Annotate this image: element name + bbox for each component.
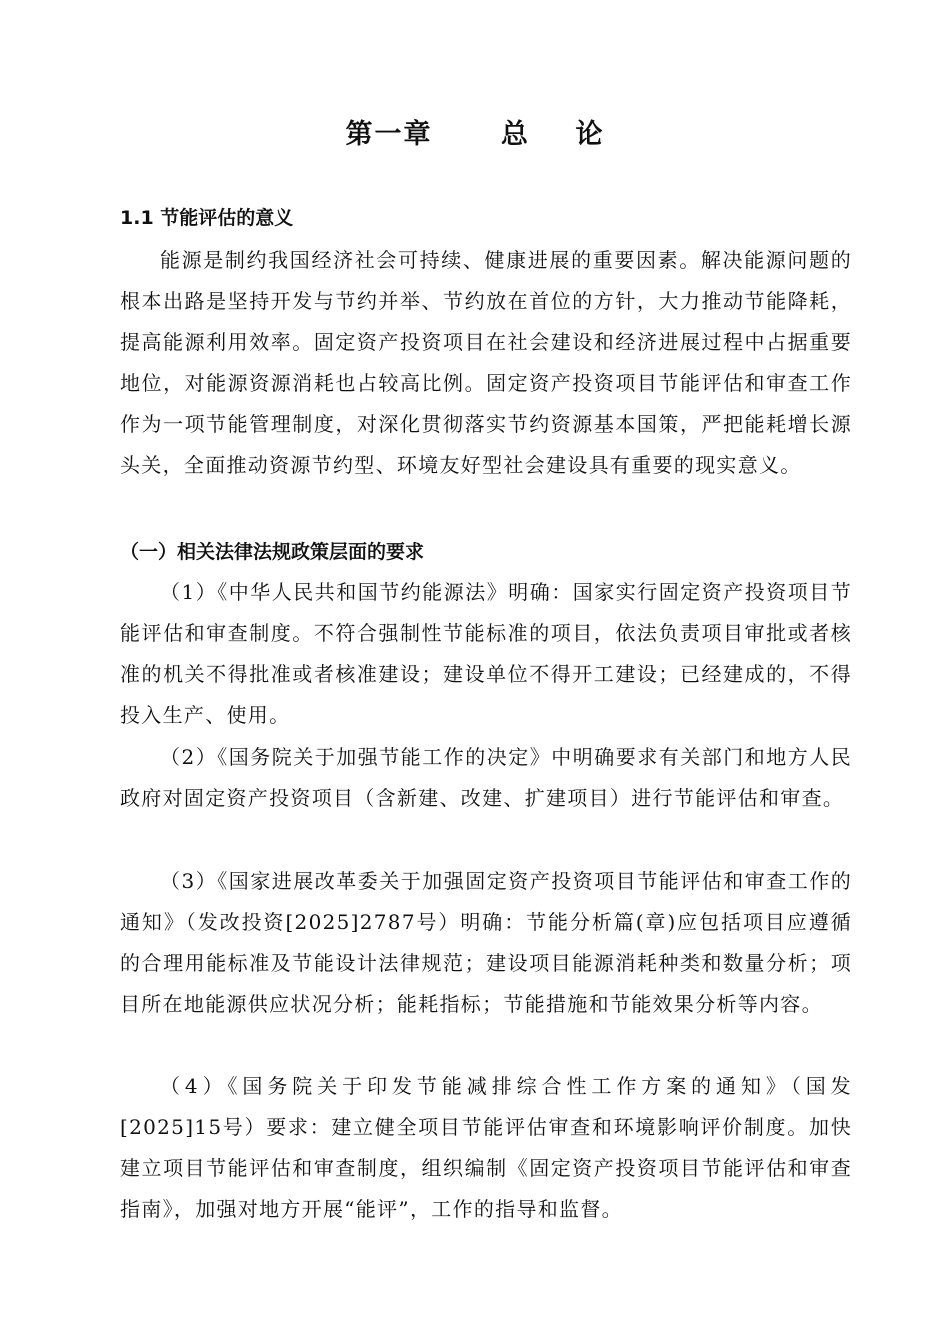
intro-paragraph: 能源是制约我国经济社会可持续、健康进展的重要因素。解决能源问题的根本出路是坚持开发与节约并举、节约放在首位的方针，大力推动节能降耗，提高能源利用效率。固定资产投资项目在社会建设和经济进展过程中占据重要地位，对能源资源消耗也占较高比例。固定资产投资项目节能评估和审查工作作为一项节能管理制度，对深化贯彻落实节约资源基本国策，严把能耗增长源头关，全面推动资源节约型、环境友好型社会建设具有重要的现实意义。 bbox=[120, 248, 852, 477]
list-item: （2）《国务院关于加强节能工作的决定》中明确要求有关部门和地方人民政府对固定资产投资项目（含新建、改建、扩建项目）进行节能评估和审查。 bbox=[120, 745, 852, 810]
list-item: （1）《中华人民共和国节约能源法》明确：国家实行固定资产投资项目节能评估和审查制度。不符合强制性节能标准的项目，依法负责项目审批或者核准的机关不得批准或者核准建设；建设单位不得开工建设；已经建成的，不得投入生产、使用。 bbox=[120, 580, 852, 727]
list-item: （4）《国务院关于印发节能减排综合性工作方案的通知》（国发[2025]15号）要求：建立健全项目节能评估审查和环境影响评价制度。加快建立项目节能评估和审查制度，组织编制《固定资产投资项目节能评估和审查指南》，加强对地方开展“能评”，工作的指导和监督。 bbox=[120, 1074, 852, 1221]
section-heading: 1.1 节能评估的意义 bbox=[120, 207, 294, 229]
chapter-title: 第一章 总 论 bbox=[345, 119, 605, 150]
subsection-heading: （一）相关法律法规政策层面的要求 bbox=[120, 541, 425, 563]
list-item: （3）《国家进展改革委关于加强固定资产投资项目节能评估和审查工作的通知》（发改投资[2025]2787号）明确：节能分析篇(章)应包括项目应遵循的合理用能标准及节能设计法律规范；建设项目能源消耗种类和数量分析；项目所在地能源供应状况分析；能耗指标；节能措施和节能效果分析等内容。 bbox=[120, 869, 852, 1016]
